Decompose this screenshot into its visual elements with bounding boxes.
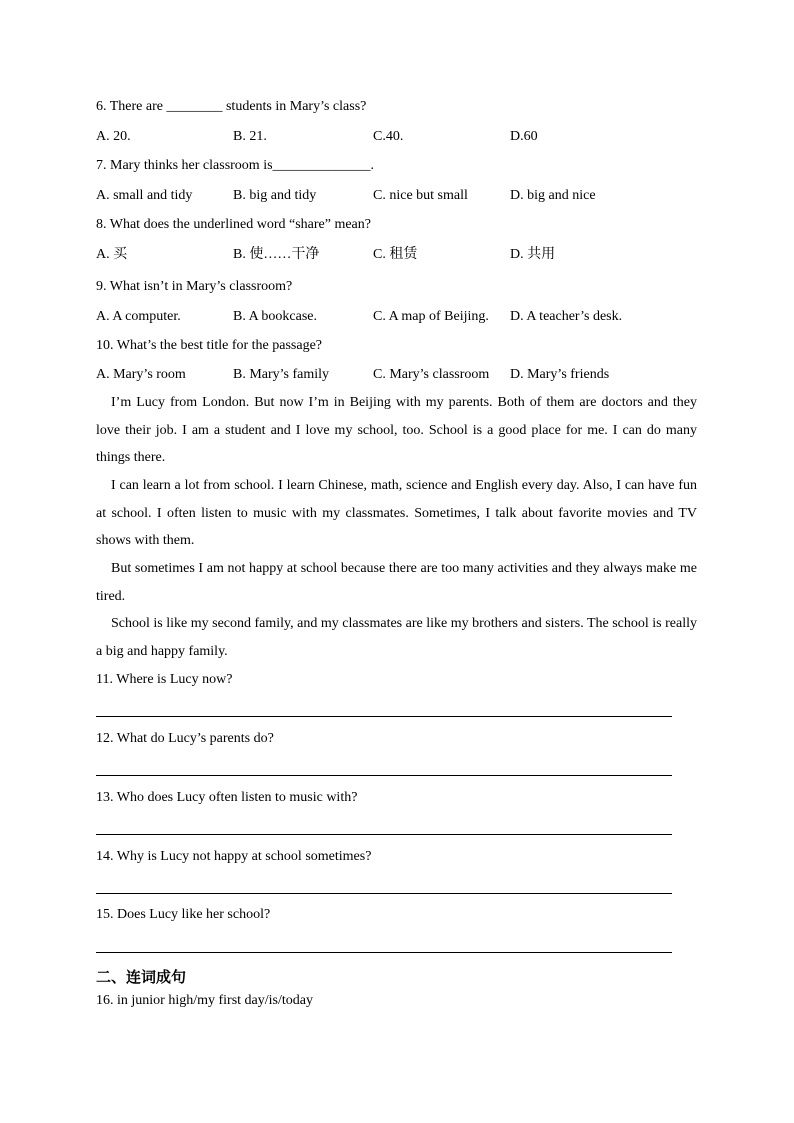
option-d: D. 共用 [510, 247, 556, 262]
option-c: C. nice but small [373, 188, 468, 203]
option-b: B. big and tidy [233, 188, 317, 203]
question-stem: There are [109, 99, 167, 114]
question-7 [96, 158, 374, 174]
question-number: 13. [96, 790, 114, 805]
passage-paragraph-1: I’m Lucy from London. But now I’m in Beijing with my parents. Both of them are doctors and they love their job. I am a student and I love my school, too. School is a good place for me. I can do many things there. [96, 395, 697, 465]
question-number: 14. [96, 849, 114, 864]
question-10 [96, 338, 322, 354]
question-stem: Mary thinks her classroom is [110, 158, 273, 173]
question-number: 15. [96, 907, 114, 922]
option-b: B. 使……干净 [233, 247, 320, 262]
question-12 [96, 731, 274, 747]
option-d: D. A teacher’s desk. [510, 309, 623, 324]
passage-paragraph-2: I can learn a lot from school. I learn Chinese, math, science and English every day. Also, I can have fun at school. I often listen to music with my classmates. Sometimes, I talk about favorite movies and TV shows with them. [96, 478, 697, 548]
question-number: 6. [96, 99, 107, 114]
question-6 [96, 99, 366, 115]
passage-paragraph-4: School is like my second family, and my classmates are like my brothers and sisters. The school is really a big and happy family. [96, 616, 697, 659]
answer-blank: ______________ [272, 158, 371, 173]
option-a: A. A computer. [96, 309, 181, 324]
question-number: 8. [96, 217, 107, 232]
answer-line-14[interactable] [96, 893, 672, 894]
option-a: A. small and tidy [96, 188, 193, 203]
question-number: 16. [96, 993, 114, 1008]
option-a: A. 20. [96, 129, 131, 144]
option-c: C.40. [373, 129, 404, 144]
question-text: in junior high/my first day/is/today [117, 993, 313, 1008]
answer-line-11[interactable] [96, 716, 672, 717]
question-15 [96, 907, 270, 923]
question-text: Where is Lucy now? [116, 672, 233, 687]
answer-line-15[interactable] [96, 952, 672, 953]
option-d: D.60 [510, 129, 538, 144]
option-c: C. 租赁 [373, 247, 418, 262]
question-number: 9. [96, 279, 107, 294]
option-b: B. A bookcase. [233, 309, 317, 324]
question-text: Who does Lucy often listen to music with? [116, 790, 358, 805]
question-text: What do Lucy’s parents do? [116, 731, 274, 746]
question-stem: What’s the best title for the passage? [116, 338, 323, 353]
question-13 [96, 790, 357, 806]
option-a: A. Mary’s room [96, 367, 186, 382]
question-number: 10. [96, 338, 114, 353]
question-number: 7. [96, 158, 107, 173]
question-number: 11. [96, 672, 113, 687]
answer-blank: ________ [166, 99, 223, 114]
question-stem: What does the underlined word “share” mean? [109, 217, 371, 232]
question-16 [96, 993, 313, 1009]
question-stem-end: . [370, 158, 375, 173]
answer-line-13[interactable] [96, 834, 672, 835]
question-8 [96, 217, 371, 233]
question-9-options [96, 309, 716, 325]
answer-line-12[interactable] [96, 775, 672, 776]
question-text: Does Lucy like her school? [117, 907, 271, 922]
option-d: D. big and nice [510, 188, 596, 203]
option-a: A. 买 [96, 247, 128, 262]
section-heading: 二、连词成句 [96, 968, 187, 986]
option-b: B. 21. [233, 129, 267, 144]
question-text: Why is Lucy not happy at school sometimes? [116, 849, 372, 864]
question-stem: What isn’t in Mary’s classroom? [109, 279, 293, 294]
question-11 [96, 672, 232, 688]
option-c: C. Mary’s classroom [373, 367, 490, 382]
question-10-options [96, 367, 716, 383]
question-9 [96, 279, 292, 295]
option-b: B. Mary’s family [233, 367, 330, 382]
question-14 [96, 849, 371, 865]
question-stem-end: students in Mary’s class? [222, 99, 367, 114]
option-d: D. Mary’s friends [510, 367, 610, 382]
passage-paragraph-3: But sometimes I am not happy at school because there are too many activities and they always make me tired. [96, 561, 697, 604]
question-number: 12. [96, 731, 114, 746]
question-6-options [96, 129, 716, 145]
question-7-options [96, 188, 716, 204]
option-c: C. A map of Beijing. [373, 309, 489, 324]
question-8-options [96, 247, 716, 263]
